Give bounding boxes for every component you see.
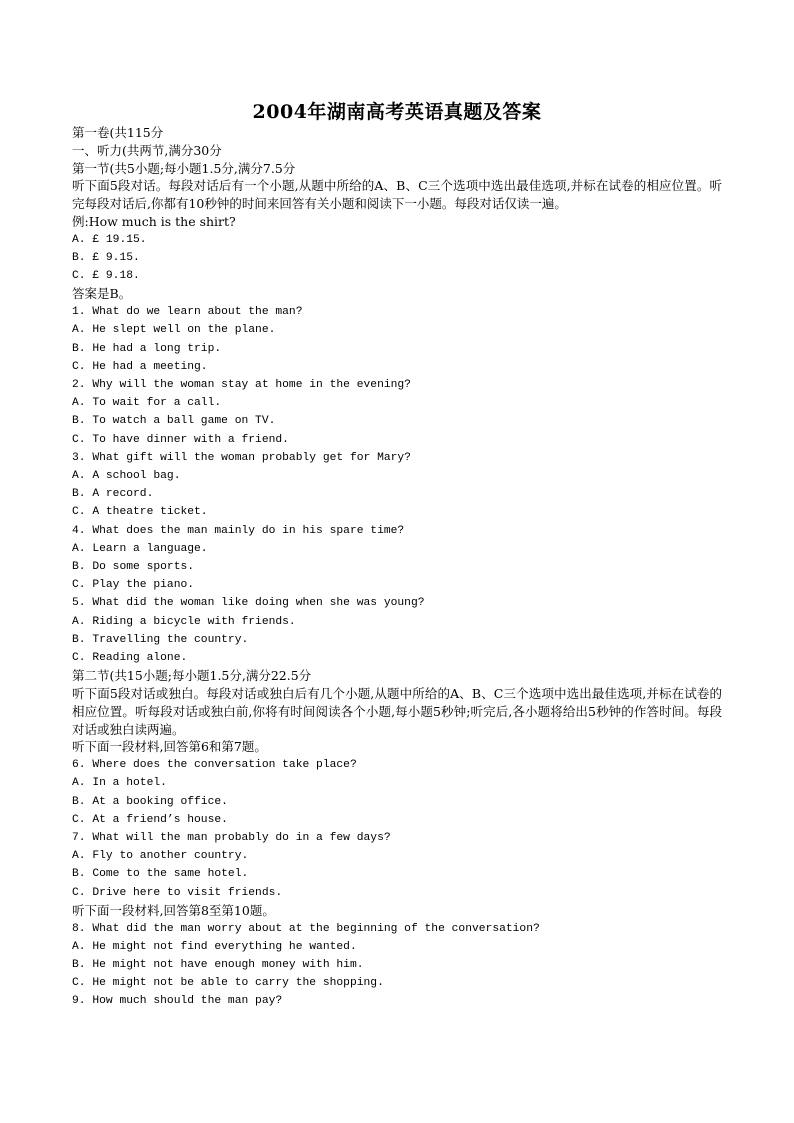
text-line: A. To wait for a call. xyxy=(72,397,222,410)
text-line: A. He slept well on the plane. xyxy=(72,324,276,337)
text-line: 一、听力(共两节,满分30分 xyxy=(72,142,222,158)
text-line: B. £ 9.15. xyxy=(72,251,140,264)
text-line: C. £ 9.18. xyxy=(72,270,140,283)
text-line: B. Come to the same hotel. xyxy=(72,868,249,881)
text-line: C. Reading alone. xyxy=(72,652,188,665)
text-line: 2. Why will the woman stay at home in the evening? xyxy=(72,379,411,391)
text-line: A. Fly to another country. xyxy=(72,850,249,863)
text-line: A. In a hotel. xyxy=(72,777,167,790)
text-line: 听下面一段材料,回答第6和第7题。 xyxy=(72,739,267,755)
text-line: 1. What do we learn about the man? xyxy=(72,306,303,319)
text-line: 听下面5段对话或独白。每段对话或独白后有几个小题,从题中所给的A、B、C三个选项中选出最佳选项,并标在试卷的相应位置。听每段对话或独白前,你将有时间阅读各个小题,每小题5秒钟;听完后,各小题将给出5秒钟的作答时间。每段对话或独白读两遍。 xyxy=(72,686,722,737)
text-line: 第二节(共15小题;每小题1.5分,满分22.5分 xyxy=(72,668,312,684)
text-line: 9. How much should the man pay? xyxy=(72,995,283,1008)
text-line: B. To watch a ball game on TV. xyxy=(72,415,276,428)
text-line: C. Drive here to visit friends. xyxy=(72,886,283,899)
text-line: A. £ 19.15. xyxy=(72,233,147,246)
text-line: C. He might not be able to carry the shopping. xyxy=(72,977,384,990)
text-line: B. Do some sports. xyxy=(72,561,195,574)
text-line: 8. What did the man worry about at the beginning of the conversation? xyxy=(72,922,540,935)
text-line: B. At a booking office. xyxy=(72,795,228,808)
text-line: B. He had a long trip. xyxy=(72,342,222,355)
text-line: A. A school bag. xyxy=(72,470,181,483)
text-line: 听下面一段材料,回答第8至第10题。 xyxy=(72,902,275,918)
text-line: A. Riding a bicycle with friends. xyxy=(72,615,296,628)
text-line: 第一卷(共115分 xyxy=(72,125,164,140)
text-line: 例:How much is the shirt? xyxy=(72,213,236,229)
text-line: B. A record. xyxy=(72,488,154,501)
text-line: 答案是B。 xyxy=(72,286,132,302)
text-line: A. He might not find everything he wanted. xyxy=(72,940,357,953)
text-line: C. To have dinner with a friend. xyxy=(72,433,289,446)
text-line: C. At a friend’s house. xyxy=(72,813,228,826)
text-line: C. A theatre ticket. xyxy=(72,506,208,519)
document-title: 2004年湖南高考英语真题及答案 xyxy=(252,101,542,123)
text-line: 第一节(共5小题;每小题1.5分,满分7.5分 xyxy=(72,160,296,176)
text-line: B. Travelling the country. xyxy=(72,633,249,646)
text-line: C. He had a meeting. xyxy=(72,360,208,373)
text-line: 听下面5段对话。每段对话后有一个小题,从题中所给的A、B、C三个选项中选出最佳选项,并标在试卷的相应位置。听完每段对话后,你都有10秒钟的时间来回答有关小题和阅读下一小题。每段对话仅读一遍。 xyxy=(72,178,722,212)
text-line: 3. What gift will the woman probably get for Mary? xyxy=(72,451,411,464)
text-line: C. Play the piano. xyxy=(72,579,195,592)
document-body xyxy=(72,124,722,1011)
text-line: B. He might not have enough money with him. xyxy=(72,959,364,972)
text-line: 4. What does the man mainly do in his spare time? xyxy=(72,524,405,537)
text-line: A. Learn a language. xyxy=(72,542,208,555)
text-line: 5. What did the woman like doing when she was young? xyxy=(72,597,425,610)
text-line: 6. Where does the conversation take place? xyxy=(72,759,357,772)
text-line: 7. What will the man probably do in a few days? xyxy=(72,832,391,845)
